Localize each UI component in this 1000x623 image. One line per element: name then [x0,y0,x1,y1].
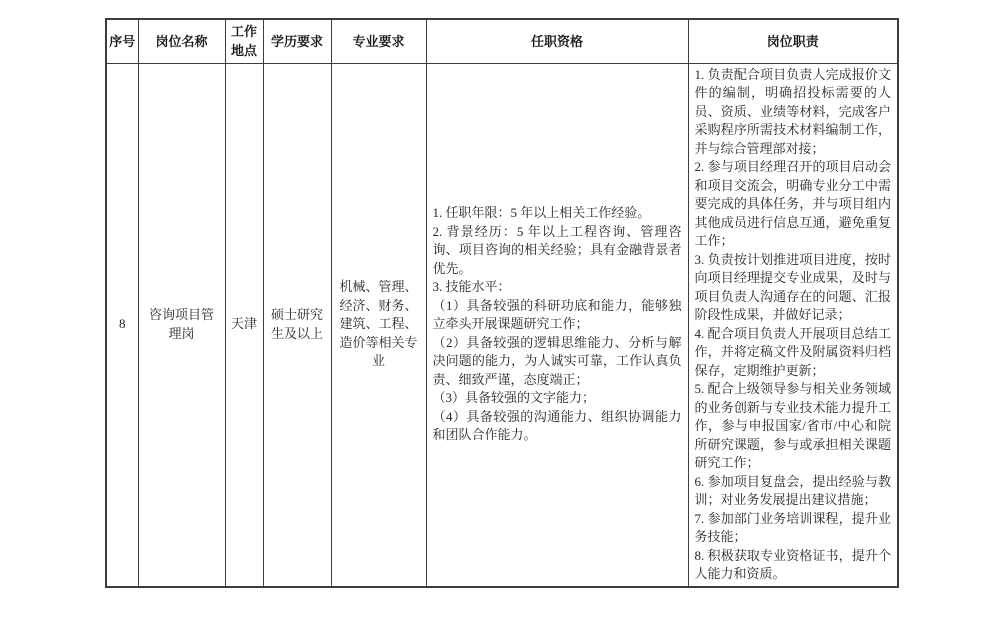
job-position-table [105,18,899,588]
responsibility-item: 8. 积极获取专业资格证书，提升个人能力和资质。 [694,547,891,581]
header-cell-responsibilities: 岗位职责 [688,19,898,63]
qualification-item: 2. 背景经历：5 年以上工程咨询、管理咨询、项目咨询的相关经验；具有金融背景者优先。 [432,223,682,276]
qualification-item: 3. 技能水平： [432,279,511,295]
header-cell-major: 专业要求 [331,19,426,63]
responsibility-item: 5. 配合上级领导参与相关业务领域的业务创新与专业技术能力提升工作，参与申报国家/省市/中心和院所研究课题，参与或承担相关课题研究工作； [694,381,891,470]
responsibility-item: 1. 负责配合项目负责人完成报价文件的编制，明确招投标需要的人员、资质、业绩等材料，完成客户采购程序所需技术材料编制工作，并与综合管理部对接； [694,66,891,156]
responsibility-item: 4. 配合项目负责人开展项目总结工作，并将定稿文件及附属资料归档保存，定期维护更新； [694,325,891,378]
header-cell-position: 岗位名称 [138,19,225,63]
qualification-item: （2）具备较强的逻辑思维能力、分析与解决问题的能力，为人诚实可靠，工作认真负责、细致严谨，态度端正； [432,334,682,387]
table-row [106,63,898,587]
cell-work-location: 天津 [225,63,263,587]
qualification-item: （1）具备较强的科研功底和能力，能够独立牵头开展课题研究工作； [432,297,682,332]
qualification-item: （4）具备较强的沟通能力、组织协调能力和团队合作能力。 [432,408,682,443]
qualification-item: 1. 任职年限：5 年以上相关工作经验。 [432,205,651,221]
cell-major-requirement: 机械、管理、经济、财务、建筑、工程、造价等相关专业 [331,63,426,587]
cell-qualifications [426,63,688,587]
document-sheet [105,18,899,588]
cell-education-requirement: 硕士研究生及以上 [263,63,331,587]
header-row [106,19,898,63]
cell-position-name: 咨询项目管理岗 [138,63,225,587]
cell-serial-number: 8 [106,63,138,587]
responsibility-item: 6. 参加项目复盘会，提出经验与教训；对业务发展提出建议措施； [694,473,891,507]
qualification-item: （3）具备较强的文字能力； [432,390,596,406]
header-cell-education: 学历要求 [263,19,331,63]
responsibility-item: 3. 负责按计划推进项目进度，按时向项目经理提交专业成果，及时与项目负责人沟通存在的问题、汇报阶段性成果，并做好记录； [694,251,891,322]
header-cell-location: 工作地点 [225,19,263,63]
responsibility-item: 7. 参加部门业务培训课程，提升业务技能； [694,510,891,544]
header-cell-no: 序号 [106,19,138,63]
header-cell-qualifications: 任职资格 [426,19,688,63]
responsibility-item: 2. 参与项目经理召开的项目启动会和项目交流会，明确专业分工中需要完成的具体任务，并与项目组内其他成员进行信息互通，避免重复工作； [694,159,891,248]
cell-responsibilities [688,63,898,587]
